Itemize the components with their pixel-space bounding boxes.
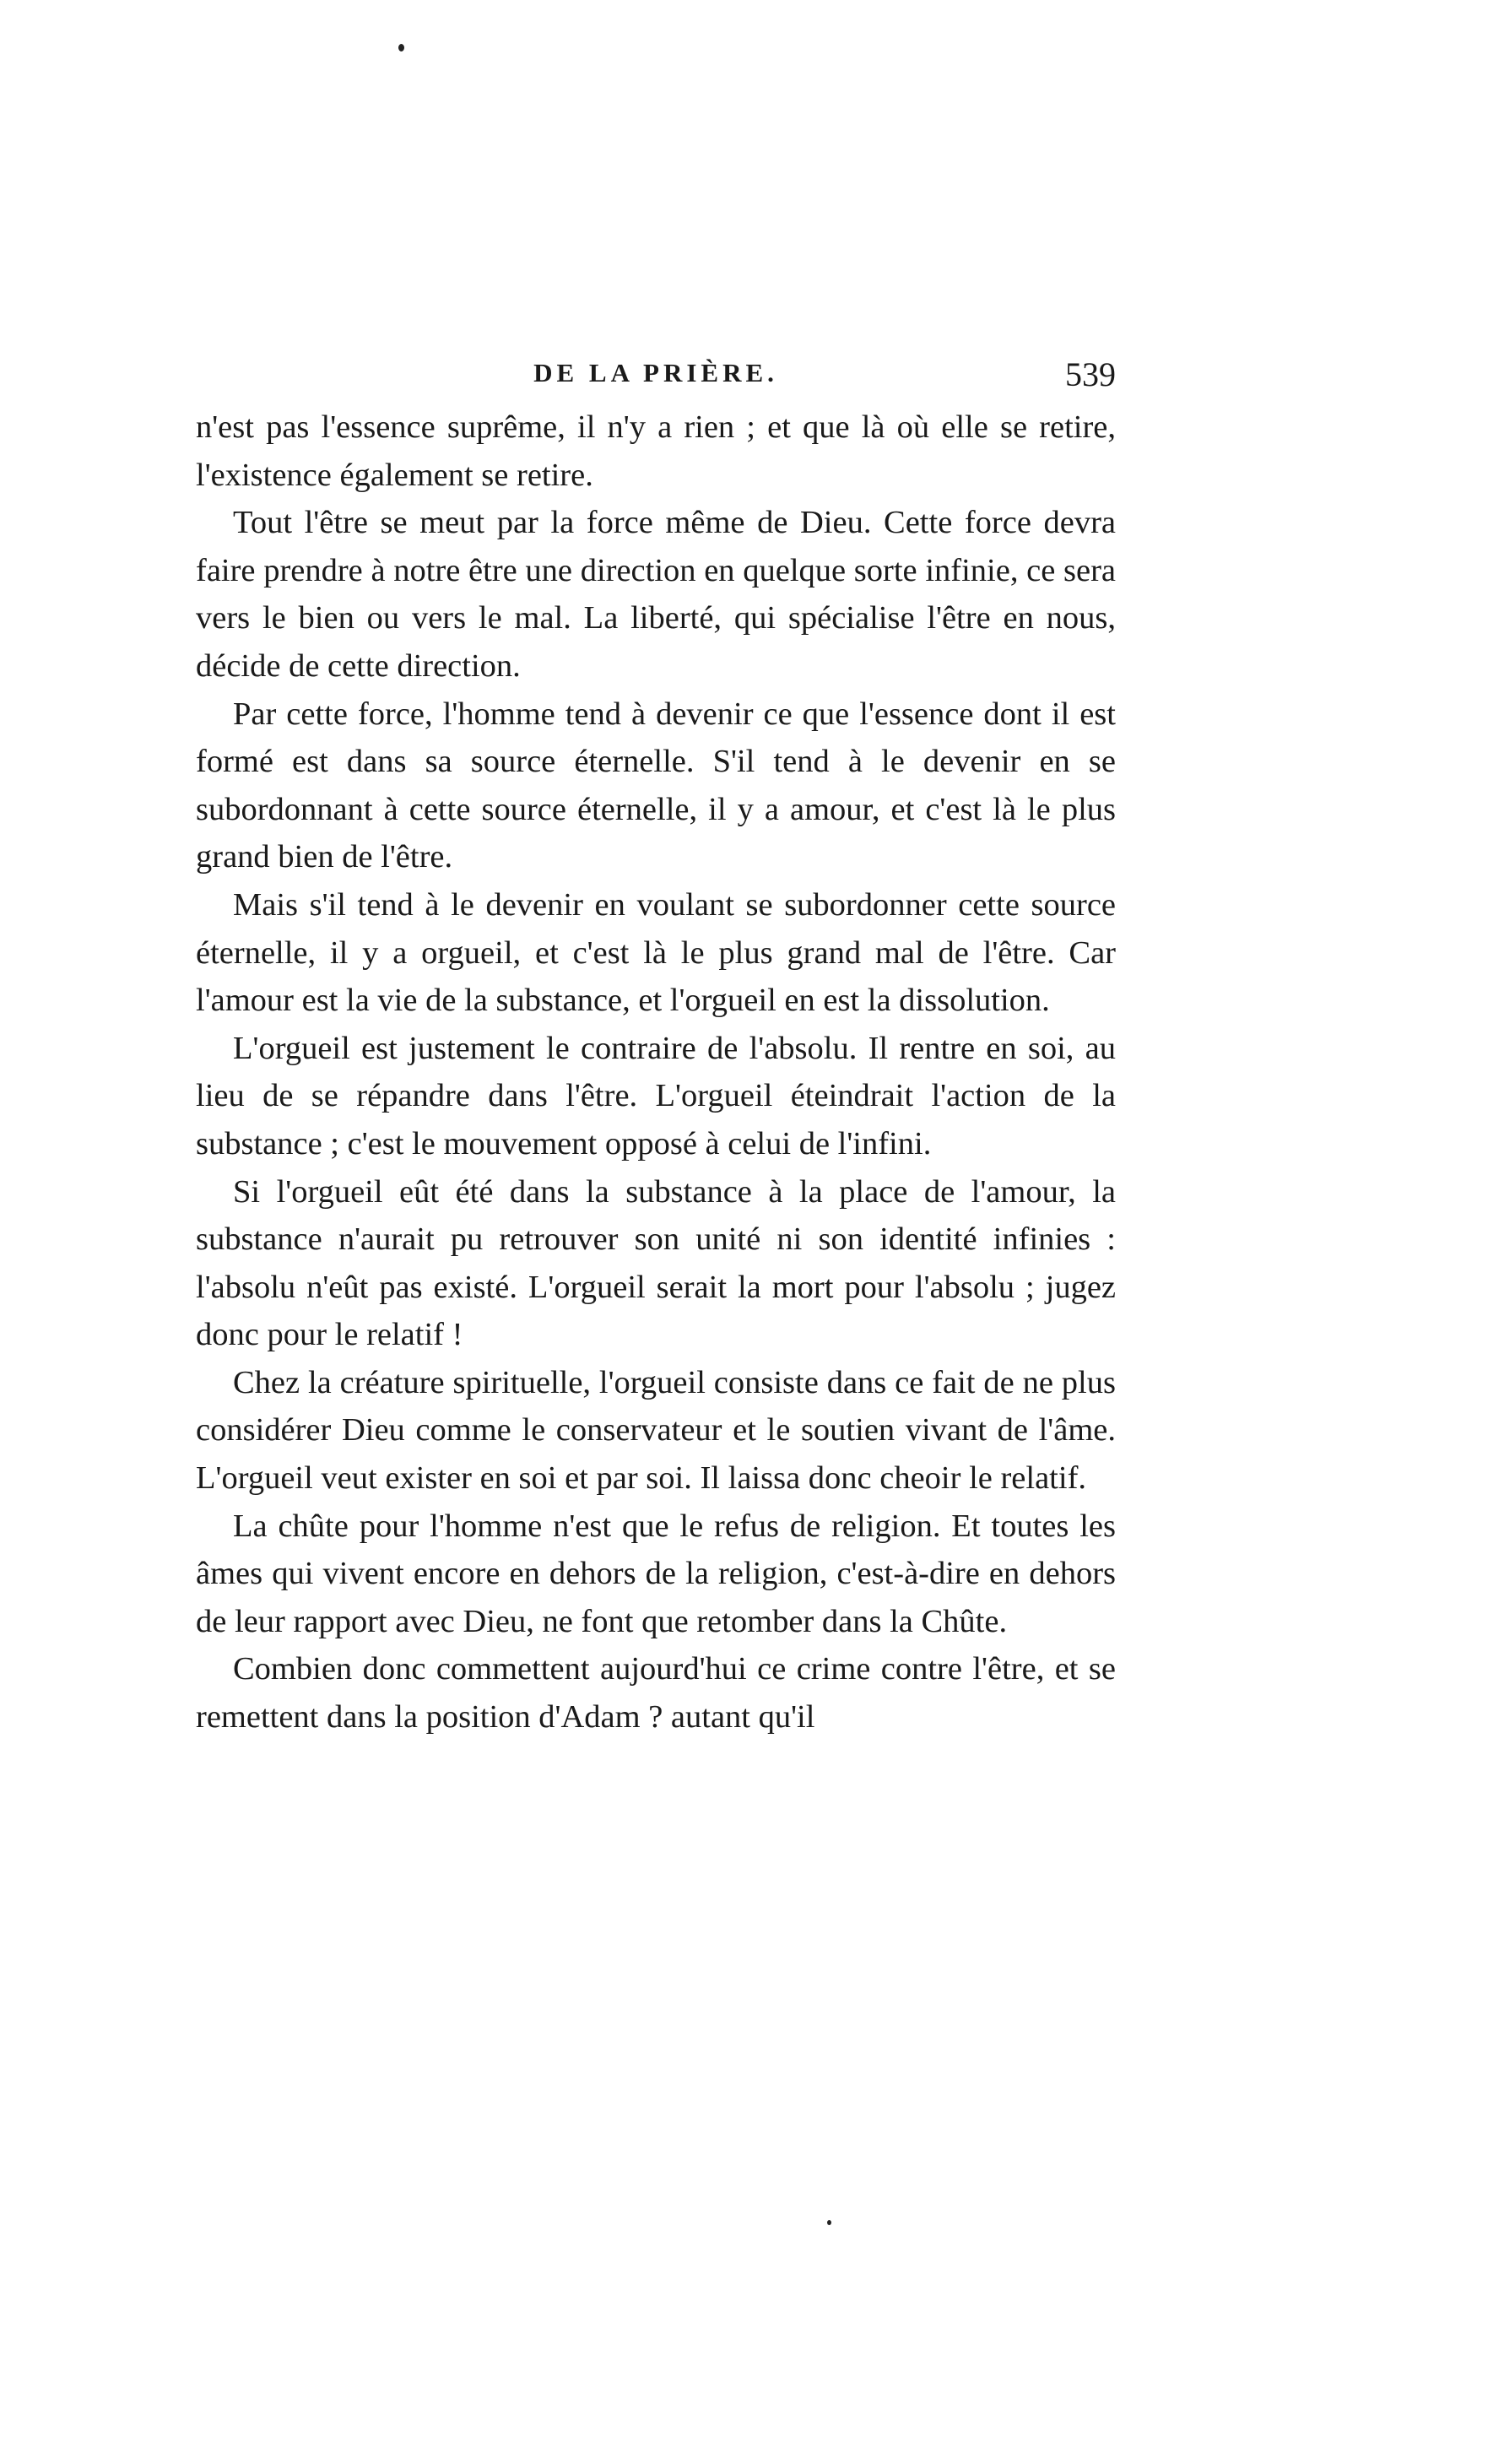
paragraph: Si l'orgueil eût été dans la substance à la place de l'amour, la substance n'aurait pu retrouver son unité ni son identité infinies : l'absolu n'eût pas existé. L'orgueil serait la mort pour l'absolu ; jugez donc pour le relatif ! <box>196 1173 1116 1353</box>
paragraph: Par cette force, l'homme tend à devenir ce que l'essence dont il est formé est dans sa source éternelle. S'il tend à le devenir en se subordonnant à cette source éternelle, il y a amour, et c'est là le plus grand bien de l'être. <box>196 696 1116 875</box>
paragraph: L'orgueil est justement le contraire de l'absolu. Il rentre en soi, au lieu de se répandre dans l'être. L'orgueil éteindrait l'action de la substance ; c'est le mouvement opposé à celui de l'infini. <box>196 1030 1116 1162</box>
page-header <box>196 355 1116 402</box>
page-number: 539 <box>1065 355 1116 393</box>
paragraph: Chez la créature spirituelle, l'orgueil consiste dans ce fait de ne plus considérer Dieu comme le conservateur et le soutien vivant de l'âme. L'orgueil veut exister en soi et par soi. Il laissa donc cheoir le relatif. <box>196 1364 1116 1497</box>
paragraph-continued: n'est pas l'essence suprême, il n'y a rien ; et que là où elle se retire, l'existence également se retire. <box>196 409 1116 493</box>
paragraph: Combien donc commettent aujourd'hui ce crime contre l'être, et se remettent dans la position d'Adam ? autant qu'il <box>196 1651 1116 1736</box>
paragraph: La chûte pour l'homme n'est que le refus de religion. Et toutes les âmes qui vivent encore en dehors de la religion, c'est-à-dire en dehors de leur rapport avec Dieu, ne font que retomber dans la Chûte. <box>196 1508 1116 1639</box>
running-title: DE LA PRIÈRE. <box>533 358 778 387</box>
ink-speck <box>398 44 404 51</box>
paragraph: Mais s'il tend à le devenir en voulant se subordonner cette source éternelle, il y a orgueil, et c'est là le plus grand mal de l'être. Car l'amour est la vie de la substance, et l'orgueil en est la dissolution. <box>196 886 1116 1019</box>
body-text <box>196 403 1116 1741</box>
paragraph: Tout l'être se meut par la force même de Dieu. Cette force devra faire prendre à notre être une direction en quelque sorte infinie, ce sera vers le bien ou vers le mal. La liberté, qui spécialise l'être en nous, décide de cette direction. <box>196 505 1116 684</box>
ink-speck <box>827 2220 831 2225</box>
